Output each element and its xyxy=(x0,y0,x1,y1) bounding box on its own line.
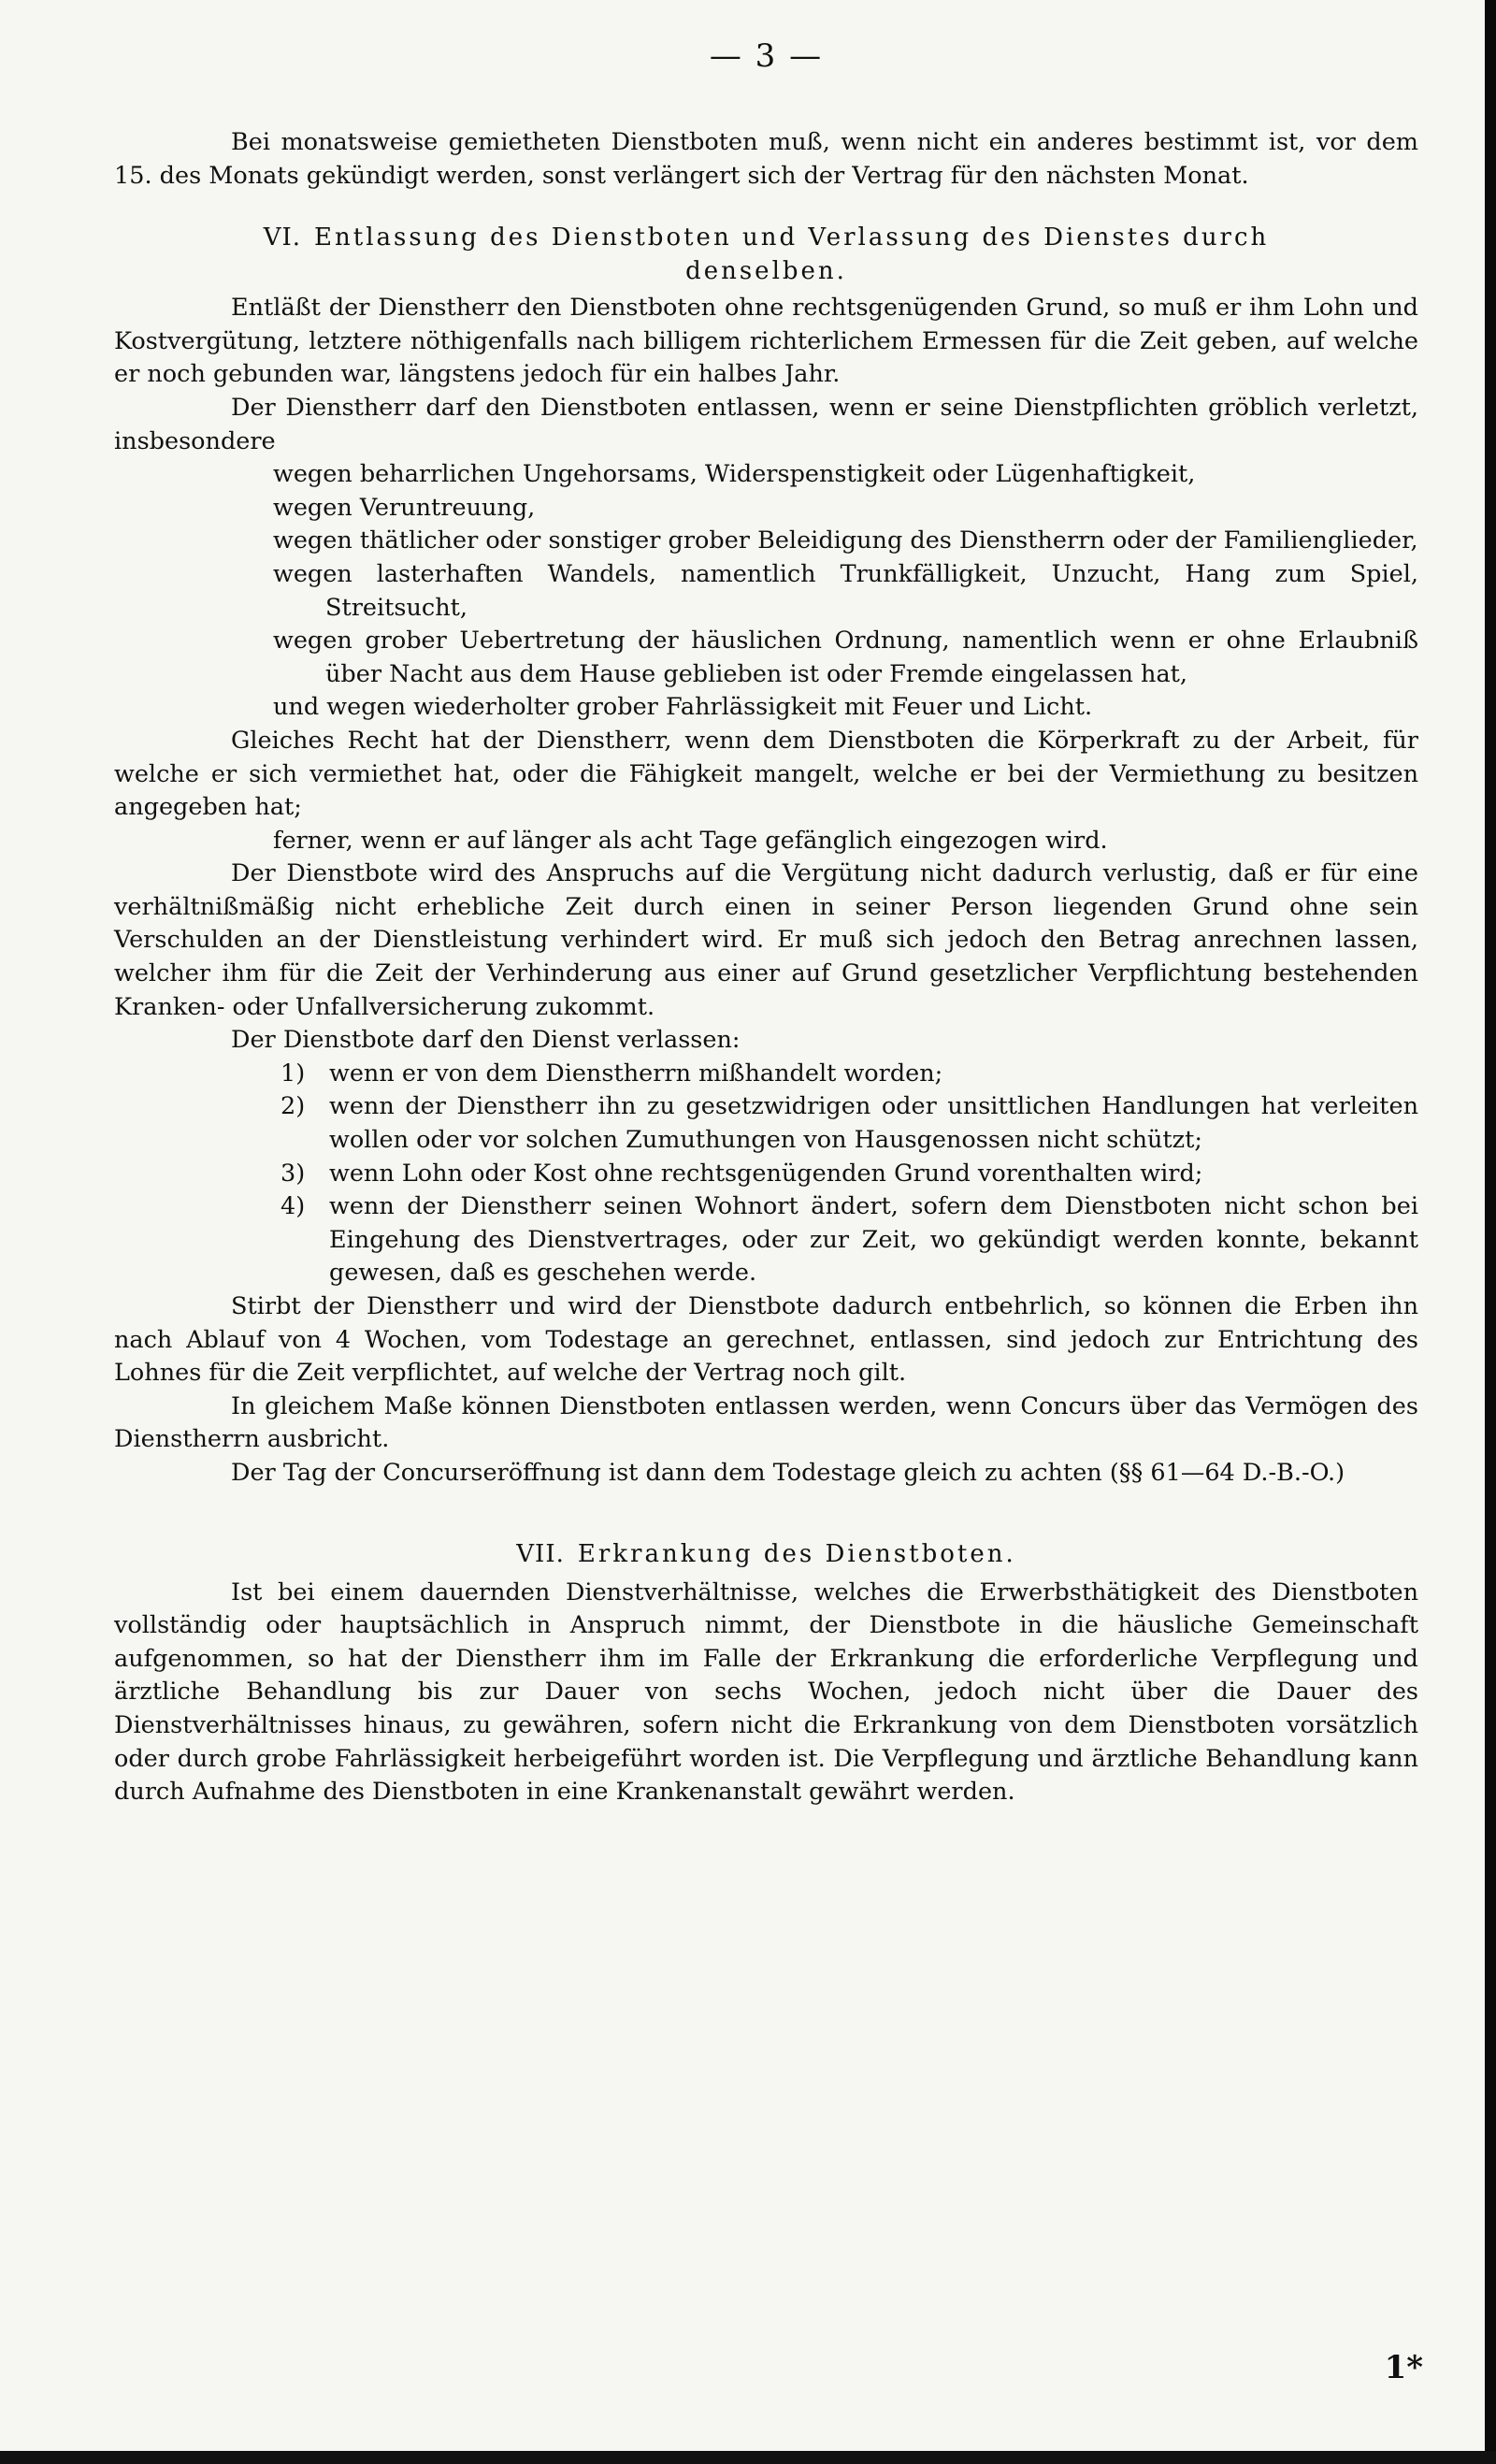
leave-reason xyxy=(280,1190,1418,1290)
section-6-paragraph-4: Der Dienstbote wird des Anspruchs auf die Vergütung nicht dadurch verlustig, daß er für eine verhältnißmäßig nicht erhebliche Zeit durch einen in seiner Person liegenden Grund ohne sein Verschulden an der Dienstleistung verhindert wird. Er muß sich jedoch den Betrag anrechnen lassen, welcher ihm für die Zeit der Verhinderung aus einer auf Grund gesetzlicher Verpflichtung bestehenden Kranken- oder Unfallversicherung zukommt. xyxy=(114,859,1418,1021)
section-6-number: VI. xyxy=(263,223,302,252)
leave-reason-number: 4) xyxy=(280,1192,306,1221)
section-6-title: Entlassung des Dienstboten und Verlassung des Dienstes durch denselben. xyxy=(314,223,1270,286)
section-6-paragraph-6: Stirbt der Dienstherr und wird der Dienstbote dadurch entbehrlich, so können die Erben ihn nach Ablauf von 4 Wochen, vom Todestage an gerechnet, entlassen, sind jedoch zur Entrichtung des Lohnes für die Zeit verpflichtet, auf welche der Vertrag noch gilt. xyxy=(114,1292,1418,1388)
leave-reason-number: 3) xyxy=(280,1159,306,1188)
section-7-number: VII. xyxy=(516,1539,565,1568)
section-6-paragraph-1: Entläßt der Dienstherr den Dienstboten ohne rechtsgenügenden Grund, so muß er ihm Lohn und Kostvergütung, letztere nöthigenfalls nach billigem richterlichem Ermessen für die Zeit geben, auf welche er noch gebunden war, längstens jedoch für ein halbes Jahr. xyxy=(114,294,1418,389)
dismissal-reason: wegen beharrlichen Ungehorsams, Widerspenstigkeit oder Lügenhaftigkeit, xyxy=(273,460,1196,489)
section-6-paragraph-8: Der Tag der Concurseröffnung ist dann dem Todestage gleich zu achten (§§ 61—64 D.-B.-O.) xyxy=(231,1458,1345,1487)
dismissal-reason: und wegen wiederholter grober Fahrlässigkeit mit Feuer und Licht. xyxy=(273,693,1093,722)
leave-reason xyxy=(280,1090,1418,1157)
leave-reason-text: wenn Lohn oder Kost ohne rechtsgenügenden Grund vorenthalten wird; xyxy=(329,1159,1203,1188)
section-7-heading xyxy=(114,1537,1418,1571)
leave-reason xyxy=(280,1058,1418,1091)
dismissal-reason: wegen thätlicher oder sonstiger grober Beleidigung des Dienstherrn oder der Familienglieder, xyxy=(273,526,1418,555)
leave-reason-text: wenn er von dem Dienstherrn mißhandelt worden; xyxy=(329,1059,943,1088)
section-7-paragraph-1: Ist bei einem dauernden Dienstverhältnisse, welches die Erwerbsthätigkeit des Dienstboten vollständig oder hauptsächlich in Anspruch nimmt, der Dienstbote in die häusliche Gemeinschaft aufgenommen, so hat der Dienstherr ihm im Falle der Erkrankung die erforderliche Verpflegung und ärztliche Behandlung bis zur Dauer von sechs Wochen, jedoch nicht über die Dauer des Dienstverhältnisses hinaus, zu gewähren, sofern nicht die Erkrankung von dem Dienstboten vorsätzlich oder durch grobe Fahrlässigkeit herbeigeführt worden ist. Die Verpflegung und ärztliche Behandlung kann durch Aufnahme des Dienstboten in eine Krankenanstalt gewährt werden. xyxy=(114,1578,1418,1807)
leave-reason xyxy=(280,1158,1418,1191)
leave-reason-text: wenn der Dienstherr seinen Wohnort ändert, sofern dem Dienstboten nicht schon bei Eingehung des Dienstvertrages, oder zur Zeit, wo gekündigt werden konnte, bekannt gewesen, daß es geschehen werde. xyxy=(329,1192,1418,1288)
page-content xyxy=(114,37,1418,1809)
leave-reason-number: 1) xyxy=(280,1059,306,1088)
dismissal-reason: wegen grober Uebertretung der häuslichen Ordnung, namentlich wenn er ohne Erlaubniß über Nacht aus dem Hause geblieben ist oder Fremde eingelassen hat, xyxy=(273,627,1418,688)
section-6-heading xyxy=(114,221,1418,288)
section-6-paragraph-7: In gleichem Maße können Dienstboten entlassen werden, wenn Concurs über das Vermögen des Dienstherrn ausbricht. xyxy=(114,1391,1418,1454)
section-7-title: Erkrankung des Dienstboten. xyxy=(577,1539,1016,1568)
section-6-paragraph-2: Der Dienstherr darf den Dienstboten entlassen, wenn er seine Dienstpflichten gröblich verletzt, insbesondere xyxy=(114,393,1418,455)
leave-reason-text: wenn der Dienstherr ihn zu gesetzwidrigen oder unsittlichen Handlungen hat verleiten wollen oder vor solchen Zumuthungen von Hausgenossen nicht schützt; xyxy=(329,1092,1418,1155)
leave-reasons-list xyxy=(114,1058,1418,1290)
intro-paragraph: Bei monatsweise gemietheten Dienstboten muß, wenn nicht ein anderes bestimmt ist, vor dem 15. des Monats gekündigt werden, sonst verlängert sich der Vertrag für den nächsten Monat. xyxy=(114,128,1418,190)
dismissal-reasons-list xyxy=(114,458,1418,725)
scan-edge-right xyxy=(1485,0,1496,2464)
scan-edge-bottom xyxy=(0,2451,1496,2464)
section-6-paragraph-5: Der Dienstbote darf den Dienst verlassen: xyxy=(231,1026,741,1055)
dismissal-reason: wegen Veruntreuung, xyxy=(273,493,536,522)
page-number: — 3 — xyxy=(709,37,824,75)
signature-mark: 1* xyxy=(1384,2349,1423,2386)
leave-reason-number: 2) xyxy=(280,1092,306,1121)
dismissal-reason: wegen lasterhaften Wandels, namentlich Trunkfälligkeit, Unzucht, Hang zum Spiel, Streitsucht, xyxy=(273,559,1418,622)
section-6-paragraph-3b: ferner, wenn er auf länger als acht Tage gefänglich eingezogen wird. xyxy=(273,826,1108,855)
section-6-paragraph-3: Gleiches Recht hat der Dienstherr, wenn dem Dienstboten die Körperkraft zu der Arbeit, für welche er sich vermiethet hat, oder die Fähigkeit mangelt, welche er bei der Vermiethung zu besitzen angegeben hat; xyxy=(114,726,1418,822)
